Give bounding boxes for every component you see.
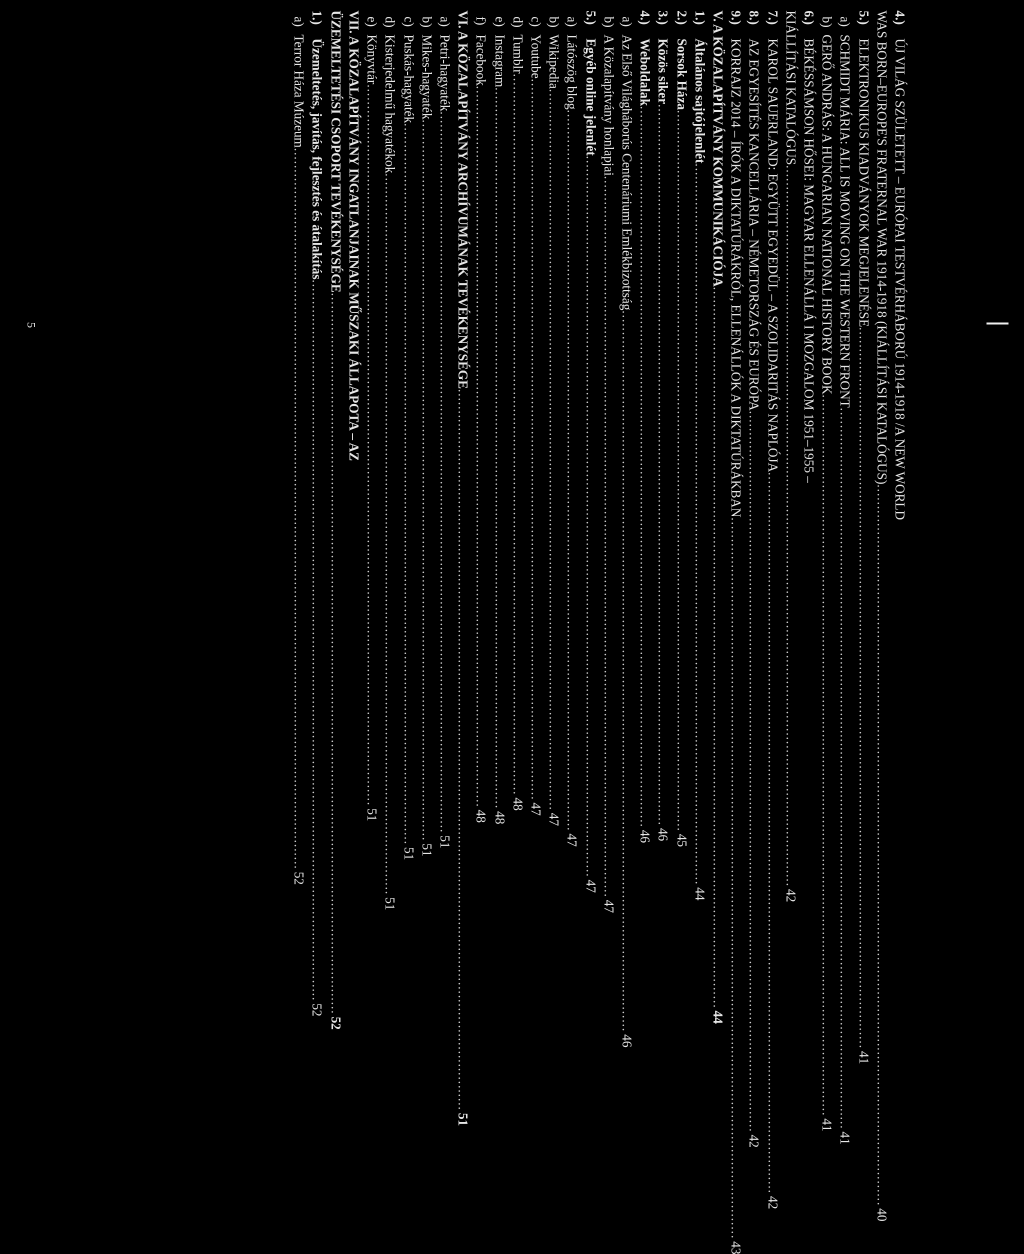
toc-entry-number: 4.) xyxy=(892,10,907,25)
toc-entry-title: Közös siker xyxy=(655,38,671,104)
toc-entry-title: Kisterjedelmű hagyatékok xyxy=(382,34,398,173)
toc-entry-letter: d) xyxy=(382,16,398,27)
toc-section-title: V. A KÖZALAPÍTVÁNY KOMMUNIKÁCIÓJA xyxy=(709,10,725,287)
toc-entry xyxy=(562,10,580,847)
toc-section-title: VI. A KÖZALAPÍTVÁNY ARCHÍVUMÁNAK TEVÉKENYSÉGE xyxy=(455,10,471,389)
toc-entry xyxy=(690,10,708,900)
toc-entry-page: 51 xyxy=(436,834,452,848)
toc-entry-number: 8.) xyxy=(746,10,762,25)
toc-entry-number: 5.) xyxy=(582,10,598,25)
toc-entry xyxy=(799,10,817,638)
dot-leader xyxy=(744,410,762,1132)
toc-entry xyxy=(762,10,780,1209)
toc-entry xyxy=(671,10,689,847)
toc-entry-page: 48 xyxy=(473,809,489,823)
toc-entry-page: 46 xyxy=(637,829,653,843)
dot-leader xyxy=(508,73,526,795)
toc-entry-page: 51 xyxy=(382,896,398,910)
toc-entry-page: 47 xyxy=(546,812,562,826)
toc-entry-title: ELEKTRONIKUS KIADVÁNYOK MEGJELENÉSE xyxy=(855,38,871,327)
toc-entry xyxy=(635,10,653,843)
toc-entry-title: Tumblr xyxy=(509,34,525,74)
toc-entry-letter: b) xyxy=(600,16,616,27)
toc-entry-page: 51 xyxy=(418,842,434,857)
toc-entry-title: Egyéb online jelenlét xyxy=(582,38,598,156)
dot-leader xyxy=(307,279,325,1001)
margin-mark xyxy=(986,322,1008,324)
toc-entry-letter: f) xyxy=(473,16,489,25)
dot-leader xyxy=(853,327,871,1049)
dot-leader xyxy=(417,119,435,841)
toc-entry-number: 5.) xyxy=(855,10,871,25)
dot-leader xyxy=(289,147,307,869)
toc-entry-page: 47 xyxy=(527,801,543,816)
dot-leader xyxy=(489,87,507,809)
toc-entry-title: Általános sajtójelenlét xyxy=(691,38,707,163)
toc-entry-title: Wikipedia xyxy=(546,34,562,89)
toc-entry-page: 45 xyxy=(673,833,689,847)
toc-entry-number: 4.) xyxy=(637,10,653,25)
toc-entry-page: 42 xyxy=(746,1134,762,1148)
toc-entry-letter: e) xyxy=(491,16,507,27)
dot-leader xyxy=(580,155,598,877)
toc-entry-number: 2.) xyxy=(673,10,689,25)
dot-leader xyxy=(471,85,489,807)
toc-entry xyxy=(453,10,471,1126)
toc-entry-page: 51 xyxy=(455,1112,471,1126)
toc-entry-page: 40 xyxy=(873,1207,889,1221)
toc-entry-title: BÉKÉSSÁMSON HŐSEI: MAGYAR ELLENÁLLÁ I MOZGALOM 1951–1955 – xyxy=(800,38,816,483)
toc-entry-title: A Közalapítvány honlapjai xyxy=(600,34,616,176)
toc-entry-letter: a) xyxy=(837,16,853,27)
toc-entry-number: 6.) xyxy=(800,10,816,25)
dot-leader xyxy=(726,517,744,1239)
dot-leader xyxy=(599,175,617,897)
dot-leader xyxy=(544,88,562,810)
toc-entry-title: KORRAJZ 2014 – ÍRÓK A DIKTATÚRÁKRÓL, ELLENÁLLÓK A DIKTATÚRÁKBAN xyxy=(728,38,744,517)
toc-entry xyxy=(526,10,544,816)
toc-entry-title: Sorsok Háza xyxy=(673,38,689,110)
toc-entry xyxy=(435,10,453,848)
toc-entry-title: Az Első Világháborús Centenáriumi Emlékbizottság xyxy=(618,34,634,310)
dot-leader xyxy=(671,109,689,831)
toc-section-title: VII. A KÖZALAPÍTVÁNY INGATLANJAINAK MŰSZAKI ÁLLAPOTA – AZ xyxy=(345,10,361,461)
toc-entry-title: Facebook xyxy=(473,34,489,86)
dot-leader xyxy=(690,163,708,885)
toc-entry xyxy=(508,10,526,811)
dot-leader xyxy=(435,111,453,833)
toc-entry-number: 1.) xyxy=(309,10,325,25)
dot-leader xyxy=(762,472,780,1194)
toc-entry-number: 7.) xyxy=(764,10,780,25)
toc-entry xyxy=(398,10,416,860)
toc-entry-title: Mikes-hagyaték xyxy=(418,34,434,119)
toc-entry-title: AZ EGYESÍTÉS KANCELLÁRIA – NÉMETORSZÁG ÉS EURÓPA xyxy=(746,38,762,411)
toc-entry-title: Weboldalak xyxy=(637,38,653,106)
table-of-contents xyxy=(289,10,908,1254)
dot-leader xyxy=(453,388,471,1110)
toc-entry xyxy=(471,10,489,823)
toc-entry-page: 41 xyxy=(837,1131,853,1145)
toc-entry xyxy=(362,10,380,821)
toc-entry xyxy=(580,10,598,893)
toc-entry-title: GERŐ ANDRÁS: A HUNGARIAN NATIONAL HISTORY BOOK xyxy=(819,34,835,394)
toc-entry-title: Könyvtár xyxy=(364,34,380,84)
toc-entry-page: 47 xyxy=(564,832,580,847)
toc-entry xyxy=(617,10,635,1047)
toc-entry xyxy=(289,10,307,885)
dot-leader xyxy=(872,484,890,1206)
toc-entry xyxy=(380,10,398,910)
toc-entry-title: SCHMIDT MÁRIA: ALL IS MOVING ON THE WESTERN FRONT xyxy=(837,34,853,408)
toc-entry-page: 44 xyxy=(691,886,707,900)
toc-entry xyxy=(489,10,507,824)
toc-entry-page: 43 xyxy=(728,1240,744,1254)
toc-entry-page: 46 xyxy=(655,827,671,841)
dot-leader xyxy=(380,173,398,895)
toc-section-title: ÜZEMELTETÉSI CSOPORT TEVÉKENYSÉGE xyxy=(327,10,343,293)
toc-entry xyxy=(708,10,726,1024)
dot-leader xyxy=(562,109,580,831)
dot-leader xyxy=(362,84,380,806)
toc-entry-page: 41 xyxy=(819,1117,835,1132)
toc-entry-letter: b) xyxy=(418,16,434,27)
dot-leader xyxy=(817,394,835,1116)
toc-entry-letter: a) xyxy=(436,16,452,27)
toc-entry-page: 51 xyxy=(400,846,416,860)
toc-entry xyxy=(344,10,362,638)
toc-entry xyxy=(853,10,871,1064)
toc-entry-letter: e) xyxy=(364,16,380,27)
toc-entry xyxy=(599,10,617,913)
toc-entry xyxy=(781,10,799,902)
dot-leader xyxy=(617,310,635,1032)
toc-entry-page: 51 xyxy=(364,807,380,821)
toc-entry xyxy=(326,10,344,1030)
toc-entry-letter: c) xyxy=(400,16,416,27)
toc-entry xyxy=(872,10,890,1221)
toc-entry-letter: a) xyxy=(564,16,580,27)
toc-entry xyxy=(890,10,908,638)
dot-leader xyxy=(708,286,726,1008)
toc-entry-page: 52 xyxy=(309,1002,325,1017)
toc-entry-title: ÚJ VILÁG SZÜLETETT – EURÓPAI TESTVÉRHÁBORÚ 1914-1918 /A NEW WORLD xyxy=(892,38,907,520)
toc-entry-page: 42 xyxy=(782,888,798,902)
dot-leader xyxy=(635,105,653,827)
toc-entry-title: KIÁLLÍTÁSI KATALÓGUS xyxy=(782,10,798,165)
toc-entry-page: 48 xyxy=(509,796,525,811)
toc-entry-page: 52 xyxy=(291,871,307,885)
toc-entry-title: Petri-hagyaték xyxy=(436,34,452,111)
toc-entry-page: 47 xyxy=(582,879,598,893)
toc-entry-title: Terror Háza Múzeum xyxy=(291,34,307,148)
toc-entry-page: 42 xyxy=(764,1195,780,1209)
dot-leader xyxy=(398,123,416,845)
toc-entry xyxy=(726,10,744,1254)
toc-entry-letter: a) xyxy=(618,16,634,27)
dot-leader xyxy=(781,165,799,887)
toc-entry-title: Instagram xyxy=(491,34,507,87)
toc-entry-title: KAROL SAUERLAND: EGYÜTT EGYEDÜL – A SZOLIDARITÁS NAPLÓJA xyxy=(764,38,780,472)
toc-entry xyxy=(417,10,435,857)
toc-entry-letter: b) xyxy=(819,16,835,27)
dot-leader xyxy=(835,407,853,1129)
toc-entry-page: 46 xyxy=(618,1033,634,1047)
toc-entry-number: 1.) xyxy=(691,10,707,25)
toc-entry-title: Puskás-hagyaték xyxy=(400,34,416,123)
toc-entry-letter: b) xyxy=(546,16,562,27)
toc-entry xyxy=(544,10,562,826)
toc-entry-page: 48 xyxy=(491,810,507,824)
toc-entry-letter: d) xyxy=(509,16,525,27)
toc-entry-page: 41 xyxy=(855,1050,871,1064)
toc-entry-title: WAS BORN–EUROPE'S FRATERNAL WAR 1914-1918 (KIÁLLÍTÁSI KATALÓGUS) xyxy=(873,10,889,484)
toc-entry-number: 9.) xyxy=(728,10,744,25)
dot-leader xyxy=(653,104,671,826)
toc-entry xyxy=(744,10,762,1148)
toc-entry-title: Youtube xyxy=(527,34,543,79)
toc-entry-title: Üzemeltetés, javítás, fejlesztés és átalakítás xyxy=(309,38,325,279)
toc-entry xyxy=(835,10,853,1145)
dot-leader xyxy=(326,292,344,1014)
toc-entry-number: 3.) xyxy=(655,10,671,25)
toc-entry xyxy=(307,10,325,1017)
dot-leader xyxy=(526,78,544,800)
toc-entry xyxy=(817,10,835,1132)
toc-entry-page: 47 xyxy=(600,899,616,913)
toc-entry-letter: c) xyxy=(527,16,543,27)
toc-entry-page: 52 xyxy=(327,1016,343,1030)
toc-entry-letter: a) xyxy=(291,16,307,27)
toc-entry-page: 44 xyxy=(709,1010,725,1024)
toc-entry xyxy=(653,10,671,841)
page-number: 5 xyxy=(24,321,38,328)
toc-entry-title: Látószög blog xyxy=(564,34,580,110)
